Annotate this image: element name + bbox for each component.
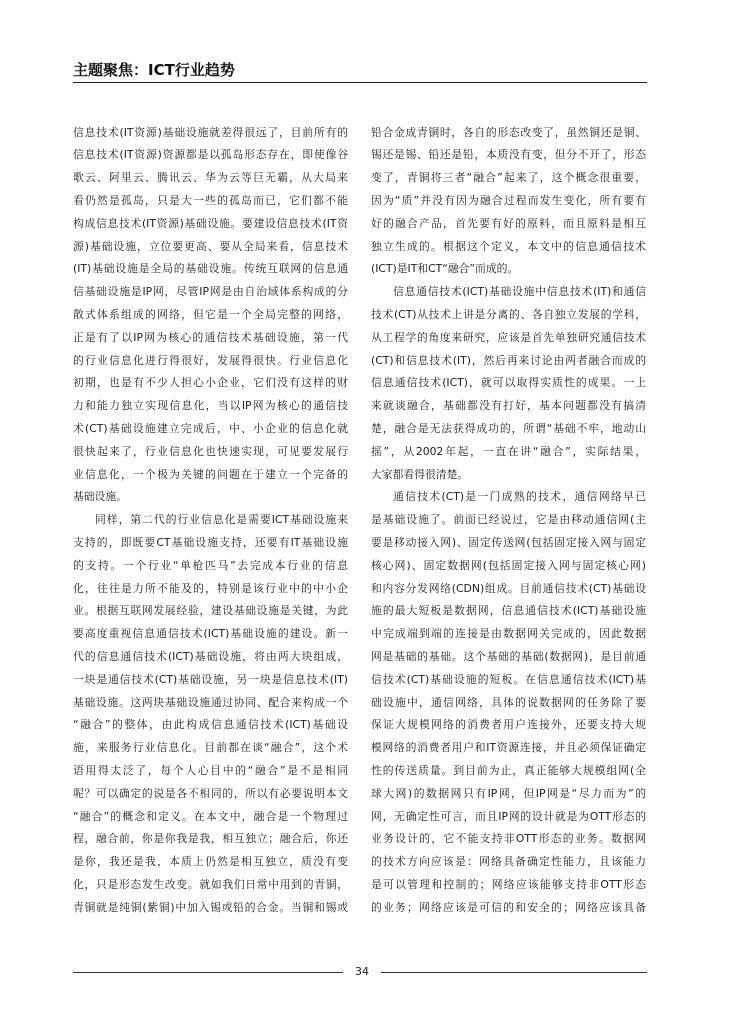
paragraph bbox=[371, 122, 646, 282]
text-line: 初期，也是有不少人担心小企业，它们没有这样的财 bbox=[73, 376, 348, 390]
text-line: “融合”的整体，由此构成信息通信技术(ICT)基础设 bbox=[73, 718, 348, 732]
text-line: 业。根据互联网发展经验，建设基础设施是关键，为此 bbox=[73, 604, 348, 618]
text-line: 性的传送质量。到目前为止，真正能够大规模组网(全 bbox=[371, 763, 646, 777]
text-line: (CT)和信息技术(IT)，然后再来讨论由两者融合而成的 bbox=[371, 353, 646, 367]
text-line: 技术(CT)从技术上讲是分离的、各自独立发展的学科， bbox=[371, 307, 646, 321]
text-line: 是可以管理和控制的；网络应该能够支持非OTT形态 bbox=[371, 877, 646, 891]
text-line: 的支持。一个行业“单枪匹马”去完成本行业的信息 bbox=[73, 558, 348, 572]
text-line: 构成信息技术(IT资源)基础设施。要建设信息技术(IT资 bbox=[73, 216, 348, 230]
text-line: 正是有了以IP网为核心的通信技术基础设施，第一代 bbox=[73, 330, 348, 344]
text-line: 模网络的消费者用户和IT资源连接，并且必须保证确定 bbox=[371, 741, 646, 755]
right-column bbox=[371, 122, 646, 920]
text-line: 独立生成的。根据这个定义，本文中的信息通信技术 bbox=[371, 239, 646, 253]
text-line: 化，只是形态发生改变。就如我们日常中用到的青铜， bbox=[73, 877, 348, 891]
text-line: 的业务；网络应该是可信的和安全的；网络应该具备 bbox=[371, 900, 646, 914]
text-line: 力和能力独立实现信息化，当以IP网为核心的通信技 bbox=[73, 399, 348, 413]
text-line: 的行业信息化进行得很好，发展得很快。行业信息化 bbox=[73, 353, 348, 367]
text-line: 中完成端到端的连接是由数据网关完成的，因此数据 bbox=[371, 627, 646, 641]
text-line: 基础设施。这两块基础设施通过协同、配合来构成一个 bbox=[73, 695, 348, 709]
section-title: 主题聚焦：ICT行业趋势 bbox=[73, 61, 235, 79]
text-line: 代的信息通信技术(ICT)基础设施，将由两大块组成， bbox=[73, 649, 348, 663]
text-line: 青铜就是纯铜(紫铜)中加入锡或铅的合金。当铜和锡或 bbox=[73, 900, 348, 914]
text-line: (IT)基础设施是全局的基础设施。传统互联网的信息通 bbox=[73, 262, 348, 276]
text-line: 散式体系组成的网络，但它是一个全局完整的网络， bbox=[73, 307, 348, 321]
text-line: 源)基础设施，立位要更高、要从全局来看，信息技术 bbox=[73, 239, 348, 253]
text-line: 信息技术(IT资源)资源都是以孤岛形态存在，即使像谷 bbox=[73, 148, 348, 162]
text-line: 信息通信技术(ICT)，就可以取得实质性的成果。一上 bbox=[371, 376, 646, 390]
text-line: 是你，我还是我，本质上仍然是相互独立，质没有变 bbox=[73, 855, 348, 869]
left-column bbox=[73, 122, 348, 920]
paragraph bbox=[371, 486, 646, 919]
text-line: 同样，第二代的行业信息化是需要ICT基础设施来 bbox=[95, 513, 348, 527]
text-line: 和内容分发网络(CDN)组成。目前通信技术(CT)基础设 bbox=[371, 581, 646, 595]
text-line: 来就谈融合，基础都没有打好，基本问题都没有搞清 bbox=[371, 399, 646, 413]
footer-rule-left bbox=[73, 972, 343, 973]
text-line: 化，往往是力所不能及的，特别是该行业中的中小企 bbox=[73, 581, 348, 595]
text-line: 网，无确定性可言，而且IP网的设计就是为OTT形态的 bbox=[371, 809, 646, 823]
text-line: 信息通信技术(ICT)基础设施中信息技术(IT)和通信 bbox=[393, 285, 646, 299]
text-line: 信息技术(IT资源)基础设施就差得很远了，目前所有的 bbox=[73, 125, 348, 139]
text-line: 业信息化，一个极为关键的问题在于建立一个完备的 bbox=[73, 467, 348, 481]
text-line: 术(CT)基础设施建立完成后，中、小企业的信息化就 bbox=[73, 421, 348, 435]
text-line: 保证大规模网络的消费者用户连接外，还要支持大规 bbox=[371, 718, 646, 732]
text-line: 业务设计的，它不能支持非OTT形态的业务。数据网 bbox=[371, 832, 646, 846]
paragraph bbox=[73, 509, 348, 919]
text-line: 因为“质”并没有因为融合过程而发生变化，所有要有 bbox=[371, 193, 646, 207]
paragraph bbox=[371, 281, 646, 486]
text-line: 基础设施。 bbox=[73, 490, 127, 504]
header-rule bbox=[73, 82, 647, 83]
text-line: 大家都看得很清楚。 bbox=[371, 467, 469, 481]
text-line: 摇”，从2002年起，一直在讲“融合”，实际结果， bbox=[371, 444, 646, 458]
text-line: 核心网)、固定数据网(包括固定接入网与固定核心网) bbox=[371, 558, 646, 572]
text-line: 变了，青铜将三者“融合”起来了，这个概念很重要， bbox=[371, 171, 646, 185]
text-line: 的技术方向应该是：网络具备确定性能力，且该能力 bbox=[371, 855, 646, 869]
text-line: 程，融合前，你是你我是我，相互独立；融合后，你还 bbox=[73, 832, 348, 846]
text-line: 施的最大短板是数据网，信息通信技术(ICT)基础设施 bbox=[371, 604, 646, 618]
text-line: 要是移动接入网)、固定传送网(包括固定接入网与固定 bbox=[371, 535, 646, 549]
text-line: 要高度重视信息通信技术(ICT)基础设施的建设。新一 bbox=[73, 627, 348, 641]
text-line: 楚，融合是无法获得成功的，所谓“基础不牢，地动山 bbox=[371, 421, 646, 435]
text-line: 歌云、阿里云、腾讯云、华为云等巨无霸，从大局来 bbox=[73, 171, 348, 185]
text-line: 铅合金成青铜时，各自的形态改变了，虽然铜还是铜、 bbox=[371, 125, 646, 139]
text-line: (ICT)是IT和CT“融合”而成的。 bbox=[371, 262, 519, 276]
text-line: 看仍然是孤岛，只是大一些的孤岛而已，它们都不能 bbox=[73, 193, 348, 207]
text-line: 信技术(CT)基础设施的短板。在信息通信技术(ICT)基 bbox=[371, 672, 646, 686]
text-line: 呢？可以确定的说是各不相同的，所以有必要说明本文 bbox=[73, 786, 348, 800]
footer-rule-right bbox=[381, 972, 647, 973]
page-number: 34 bbox=[355, 965, 369, 978]
text-line: 很快起来了，行业信息化也快速实现，可见要发展行 bbox=[73, 444, 348, 458]
text-line: 信基础设施是IP网，尽管IP网是由自治域体系构成的分 bbox=[73, 285, 348, 299]
text-line: 是基础设施了。前面已经说过，它是由移动通信网(主 bbox=[371, 513, 646, 527]
text-line: 网是基础的基础。这个基础的基础(数据网)，是目前通 bbox=[371, 649, 646, 663]
text-line: 语用得太泛了，每个人心目中的“融合”是不是相同 bbox=[73, 763, 348, 777]
paragraph bbox=[73, 122, 348, 510]
text-line: 从工程学的角度来研究，应该是首先单独研究通信技术 bbox=[371, 330, 646, 344]
text-line: 施，来服务行业信息化。目前都在谈“融合”，这个术 bbox=[73, 741, 348, 755]
text-line: 础设施中，通信网络，具体的说数据网的任务除了要 bbox=[371, 695, 646, 709]
text-line: 球大网)的数据网只有IP网，但IP网是“尽力而为”的 bbox=[371, 786, 646, 800]
text-line: 锡还是锡、铅还是铅，本质没有变，但分不开了，形态 bbox=[371, 148, 646, 162]
text-line: 一块是通信技术(CT)基础设施，另一块是信息技术(IT) bbox=[73, 672, 348, 686]
text-line: 通信技术(CT)是一门成熟的技术，通信网络早已 bbox=[393, 490, 646, 504]
text-line: 好的融合产品，首先要有好的原料，而且原料是相互 bbox=[371, 216, 646, 230]
text-line: “融合”的概念和定义。在本文中，融合是一个物理过 bbox=[73, 809, 348, 823]
text-line: 支持的，即既要CT基础设施支持，还要有IT基础设施 bbox=[73, 535, 348, 549]
